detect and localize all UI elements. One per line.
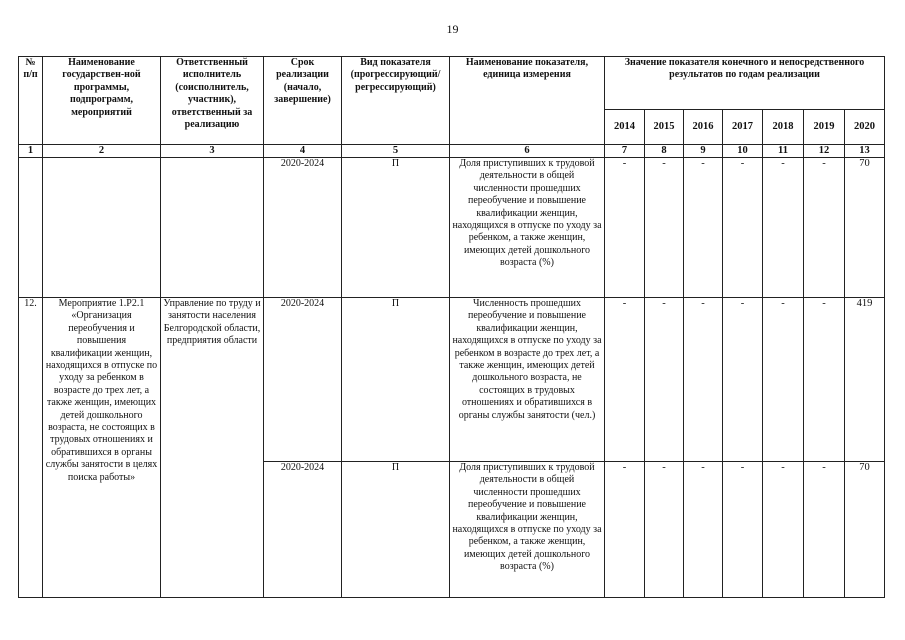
row-value: - bbox=[723, 462, 763, 598]
row-value: 70 bbox=[845, 158, 885, 298]
header-number: № п/п bbox=[19, 57, 43, 145]
row-value: - bbox=[763, 158, 804, 298]
header-values: Значение показателя конечного и непосредственного результатов по годам реализации bbox=[605, 57, 885, 110]
row-value: - bbox=[684, 158, 723, 298]
row-value: - bbox=[723, 298, 763, 462]
column-number: 11 bbox=[763, 145, 804, 158]
header-indicator-type: Вид показателя (прогрессирующий/ регрессирующий) bbox=[342, 57, 450, 145]
row-indicator-type: П bbox=[342, 462, 450, 598]
table-row bbox=[19, 158, 885, 298]
row-value: - bbox=[763, 298, 804, 462]
header-period: Срок реализации (начало, завершение) bbox=[264, 57, 342, 145]
row-indicator-name: Численность прошедших переобучение и повышение квалификации женщин, находящихся в отпуске по уходу за ребенком в возрасте до трех лет, а также женщин, имеющих детей дошкольного возраста, не состоящих в трудовых отношениях и обратившихся в органы службы занятости (чел.) bbox=[450, 298, 605, 462]
row-value: - bbox=[684, 462, 723, 598]
header-year: 2017 bbox=[723, 110, 763, 145]
header-executor: Ответственный исполнитель (соисполнитель, участник), ответственный за реализацию bbox=[161, 57, 264, 145]
row-program-name: Мероприятие 1.Р2.1 «Организация переобучения и повышения квалификации женщин, находящихся в отпуске по уходу за ребенком в возрасте до трех лет, а также женщин, имеющих детей дошкольного возраста, не состоящих в трудовых отношениях и обратившихся в органы службы занятости в целях поиска работы» bbox=[43, 298, 161, 598]
row-value: 419 bbox=[845, 298, 885, 462]
header-year: 2019 bbox=[804, 110, 845, 145]
header-year: 2015 bbox=[645, 110, 684, 145]
row-value: - bbox=[763, 462, 804, 598]
row-value: - bbox=[645, 298, 684, 462]
row-indicator-type: П bbox=[342, 298, 450, 462]
row-executor bbox=[161, 158, 264, 298]
column-number: 3 bbox=[161, 145, 264, 158]
column-number: 4 bbox=[264, 145, 342, 158]
row-number bbox=[19, 158, 43, 298]
row-number: 12. bbox=[19, 298, 43, 598]
row-executor: Управление по труду и занятости населения Белгородской области, предприятия области bbox=[161, 298, 264, 598]
column-number: 13 bbox=[845, 145, 885, 158]
table-row bbox=[19, 298, 885, 462]
row-value: - bbox=[804, 462, 845, 598]
row-value: - bbox=[605, 462, 645, 598]
header-indicator-name: Наименование показателя, единица измерения bbox=[450, 57, 605, 145]
row-value: - bbox=[723, 158, 763, 298]
column-number: 5 bbox=[342, 145, 450, 158]
column-number: 6 bbox=[450, 145, 605, 158]
row-indicator-name: Доля приступивших к трудовой деятельности в общей численности прошедших переобучение и повышение квалификации женщин, находящихся в отпуске по уходу за ребенком, а также женщин, имеющих детей дошкольного возраста (%) bbox=[450, 158, 605, 298]
column-number: 12 bbox=[804, 145, 845, 158]
row-program-name bbox=[43, 158, 161, 298]
row-indicator-type: П bbox=[342, 158, 450, 298]
column-number: 10 bbox=[723, 145, 763, 158]
column-number: 8 bbox=[645, 145, 684, 158]
row-value: - bbox=[645, 158, 684, 298]
row-value: - bbox=[684, 298, 723, 462]
row-value: 70 bbox=[845, 462, 885, 598]
header-year: 2014 bbox=[605, 110, 645, 145]
column-number: 1 bbox=[19, 145, 43, 158]
row-period: 2020-2024 bbox=[264, 462, 342, 598]
row-value: - bbox=[605, 158, 645, 298]
page-number: 19 bbox=[446, 22, 459, 36]
row-indicator-name: Доля приступивших к трудовой деятельности в общей численности прошедших переобучение и повышение квалификации женщин, находящихся в отпуске по уходу за ребенком, а также женщин, имеющих детей дошкольного возраста (%) bbox=[450, 462, 605, 598]
row-value: - bbox=[804, 298, 845, 462]
header-program-name: Наименование государствен-ной программы, подпрограмм, мероприятий bbox=[43, 57, 161, 145]
row-value: - bbox=[804, 158, 845, 298]
indicator-table bbox=[18, 56, 885, 598]
row-value: - bbox=[605, 298, 645, 462]
row-period: 2020-2024 bbox=[264, 158, 342, 298]
header-year: 2018 bbox=[763, 110, 804, 145]
column-number: 7 bbox=[605, 145, 645, 158]
header-year: 2020 bbox=[845, 110, 885, 145]
header-year: 2016 bbox=[684, 110, 723, 145]
column-number: 2 bbox=[43, 145, 161, 158]
column-number: 9 bbox=[684, 145, 723, 158]
row-period: 2020-2024 bbox=[264, 298, 342, 462]
row-value: - bbox=[645, 462, 684, 598]
